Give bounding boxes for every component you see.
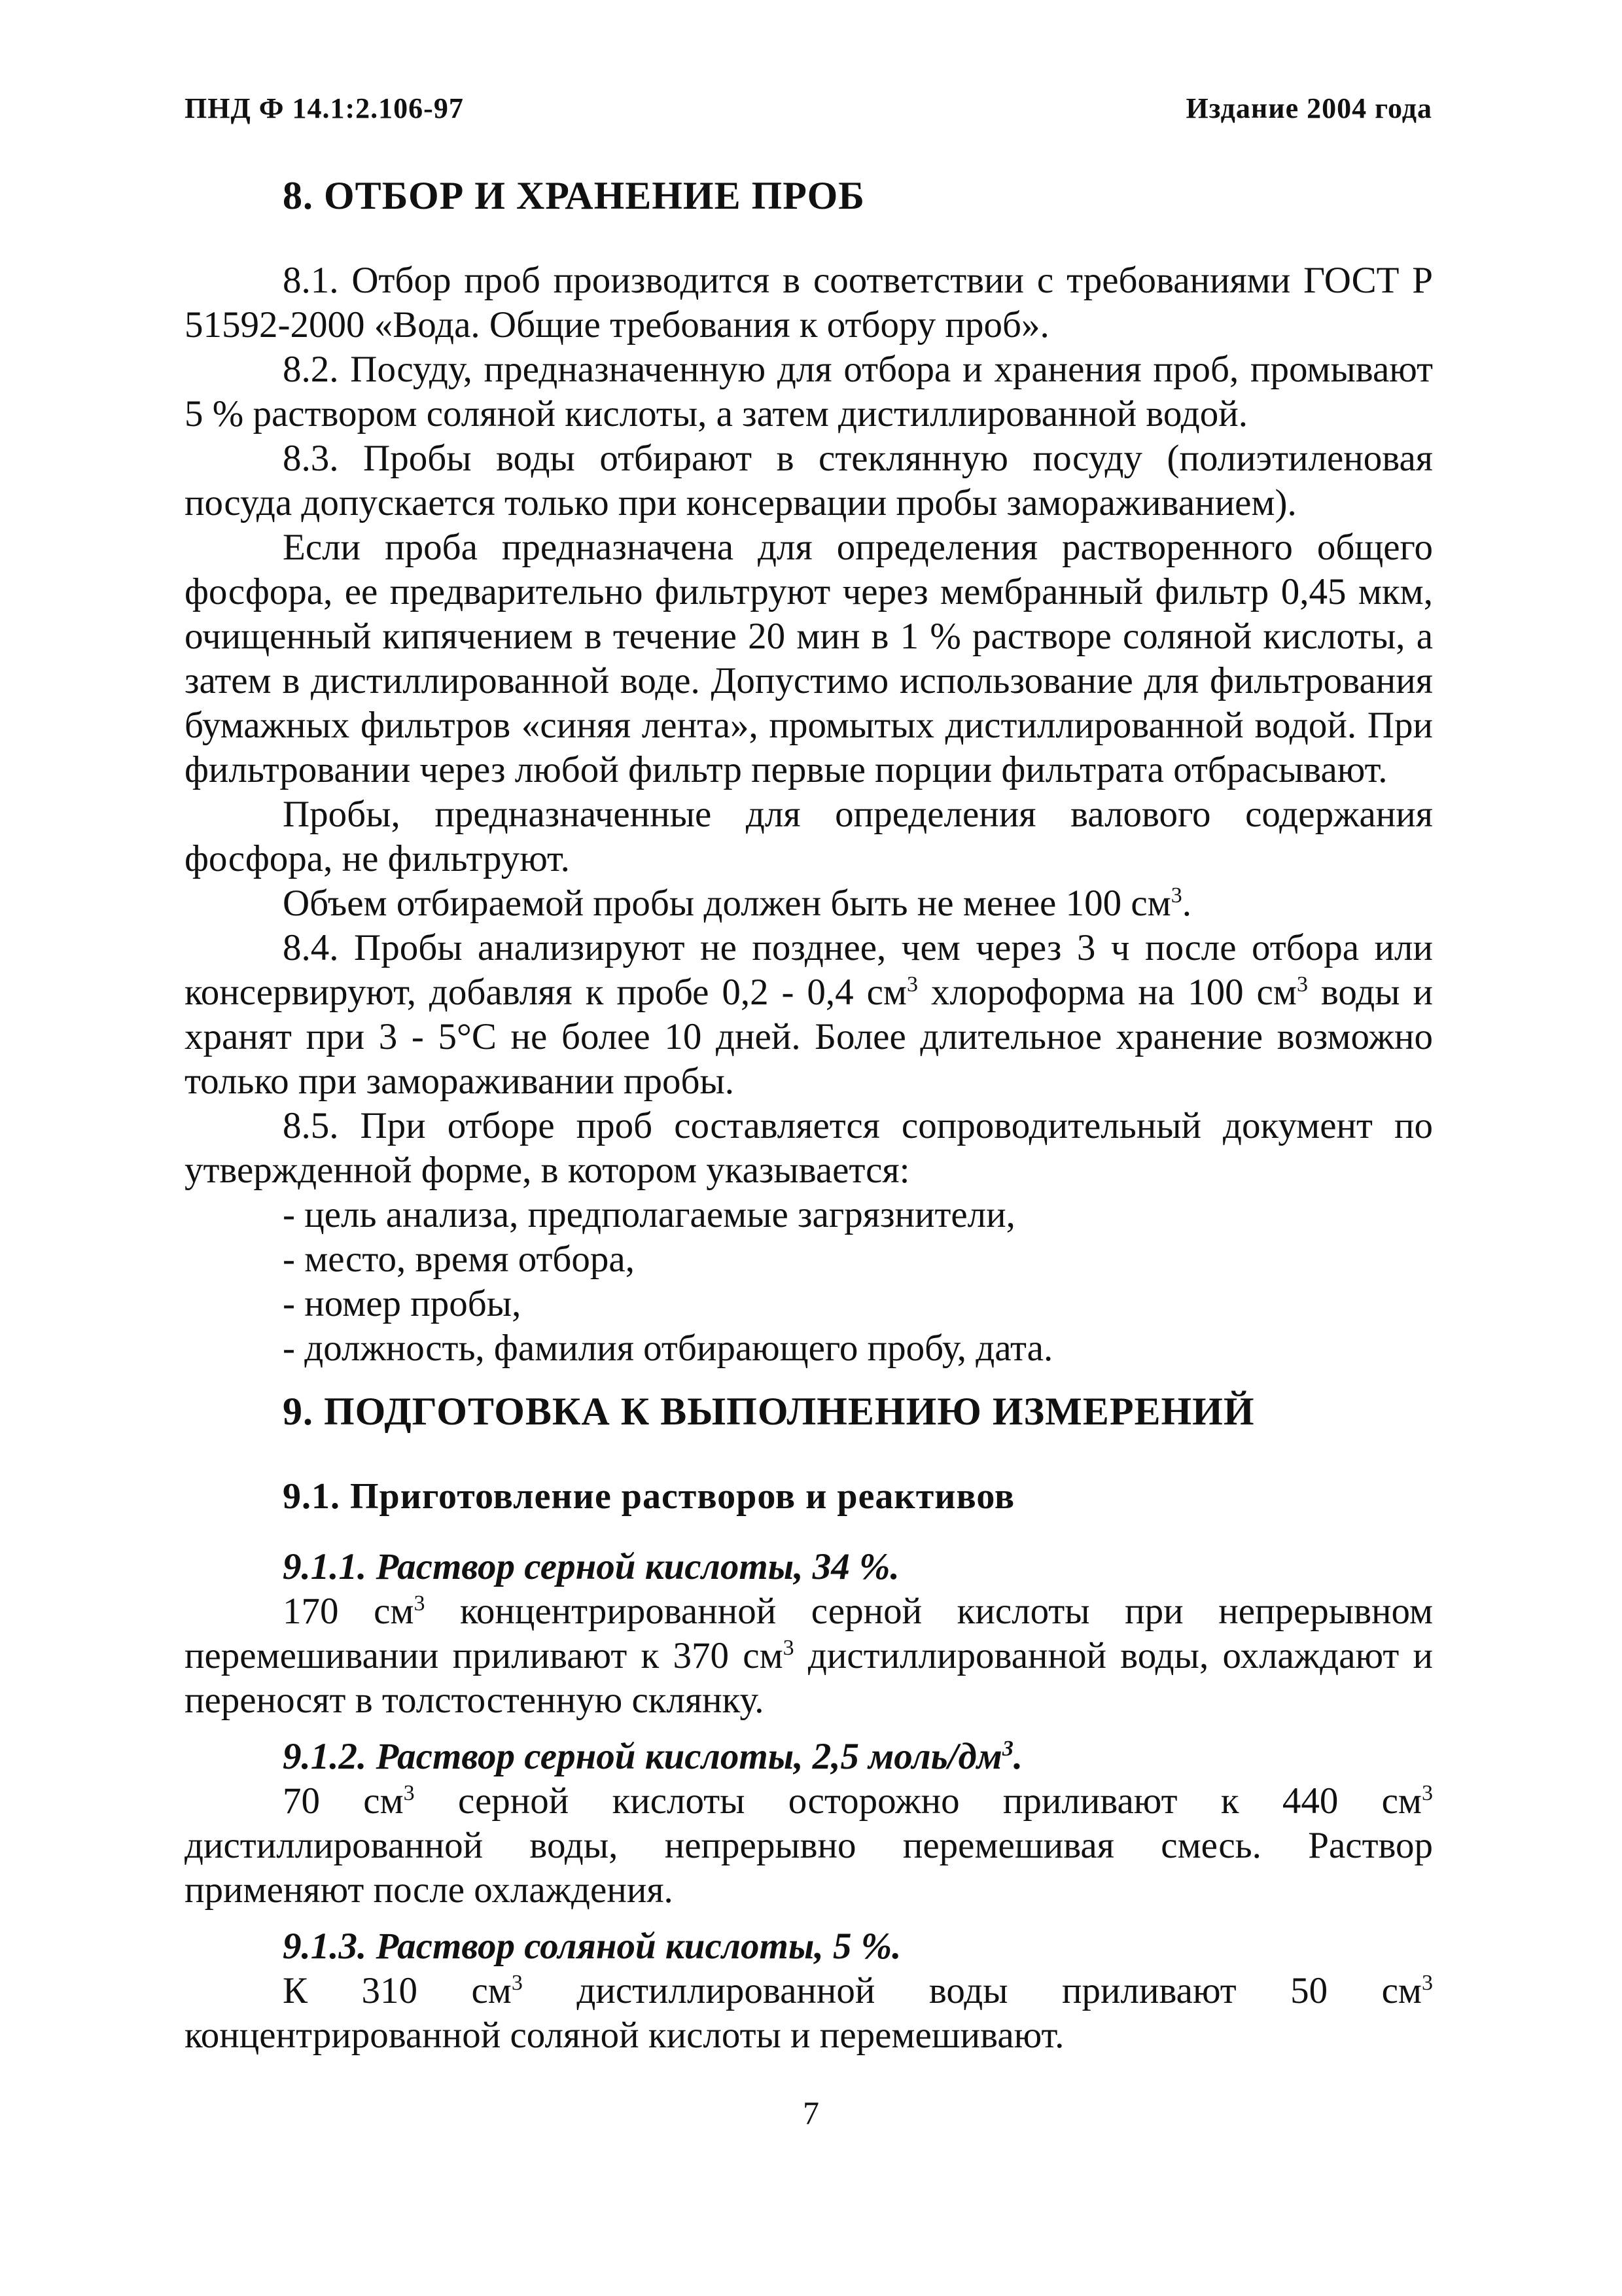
page-number: 7 <box>803 2094 819 2131</box>
text-fragment: хлороформа на 100 см <box>918 972 1297 1013</box>
spacer <box>185 1371 1433 1389</box>
text-fragment: серной кислоты осторожно приливают к 440 см <box>414 1780 1422 1822</box>
text-fragment: К 310 см <box>283 1970 512 2011</box>
list-item: - должность, фамилия отбирающего пробу, дата. <box>283 1328 1053 1369</box>
paragraph-sample-volume <box>185 881 1433 926</box>
period: . <box>1013 1736 1023 1777</box>
paragraph-8-1: 8.1. Отбор проб производится в соответствии с требованиями ГОСТ Р 51592-2000 «Вода. Общие требования к отбору проб». <box>185 260 1433 345</box>
subsection-9-1-title: 9.1. Приготовление растворов и реактивов <box>283 1476 1015 1517</box>
paragraph-total-content: Пробы, предназначенные для определения валового содержания фосфора, не фильтруют. <box>185 794 1433 879</box>
list-item: - номер пробы, <box>283 1283 521 1324</box>
paragraph-8-5: 8.5. При отборе проб составляется сопроводительный документ по утвержденной форме, в котором указывается: <box>185 1105 1433 1191</box>
section-8-title: 8. ОТБОР И ХРАНЕНИЕ ПРОБ <box>283 174 865 217</box>
superscript: 3 <box>414 1591 425 1616</box>
text-fragment: 9.1.2. Раствор серной кислоты, 2,5 моль/дм <box>283 1736 1002 1777</box>
text-fragment: концентрированной серной кислоты при непрерывном перемешивании приливают к 370 см <box>185 1591 1434 1676</box>
superscript: 3 <box>403 1781 415 1805</box>
paragraph-8-2: 8.2. Посуду, предназначенную для отбора и хранения проб, промывают 5 % раствором соляной кислоты, а затем дистиллированной водой. <box>185 349 1433 434</box>
text-fragment: дистиллированной воды приливают 50 см <box>522 1970 1422 2011</box>
superscript: 3 <box>1422 1781 1433 1805</box>
superscript: 3 <box>907 972 918 997</box>
section-9-title: 9. ПОДГОТОВКА К ВЫПОЛНЕНИЮ ИЗМЕРЕНИЙ <box>283 1390 1255 1433</box>
list-item: - цель анализа, предполагаемые загрязнители, <box>283 1194 1015 1235</box>
paragraph-9-1-1 <box>185 1589 1433 1723</box>
superscript: 3 <box>1171 883 1182 908</box>
superscript: 3 <box>1422 1971 1434 1995</box>
text-fragment: 8.4. Пробы анализируют не позднее, чем через 3 ч после отбора или консервируют, добавляя к пробе 0,2 - 0,4 см <box>185 927 1433 1013</box>
superscript: 3 <box>511 1971 523 1995</box>
paragraph-8-3: 8.3. Пробы воды отбирают в стеклянную посуду (полиэтиленовая посуда допускается только при консервации пробы замораживанием). <box>185 438 1433 523</box>
period: . <box>1182 883 1191 924</box>
text-fragment: дистиллированной воды, непрерывно перемешивая смесь. Раствор применяют после охлаждения. <box>185 1825 1433 1911</box>
subsection-9-1-2-title <box>185 1735 1433 1779</box>
subsection-9-1-1-title: 9.1.1. Раствор серной кислоты, 34 %. <box>283 1546 900 1587</box>
text-fragment: дистиллированной воды, охлаждают и переносят в толстостенную склянку. <box>185 1635 1434 1721</box>
subsection-9-1-3-title: 9.1.3. Раствор соляной кислоты, 5 %. <box>283 1926 902 1967</box>
paragraph-9-1-3 <box>185 1969 1433 2058</box>
text-fragment: воды и хранят при 3 - 5°С не более 10 дней. Более длительное хранение возможно только при замораживании пробы. <box>185 972 1434 1102</box>
superscript: 3 <box>1002 1737 1014 1761</box>
text-fragment: 70 см <box>283 1780 404 1822</box>
superscript: 3 <box>1296 972 1308 997</box>
paragraph-9-1-2 <box>185 1779 1433 1913</box>
paragraph-8-4 <box>185 926 1433 1104</box>
list-item: - место, время отбора, <box>283 1239 635 1280</box>
page-body <box>185 173 1433 2058</box>
sample-volume-text: Объем отбираемой пробы должен быть не менее 100 см <box>283 883 1171 924</box>
paragraph-filtering: Если проба предназначена для определения растворенного общего фосфора, ее предварительно фильтруют через мембранный фильтр 0,45 мкм, очищенный кипячением в течение 20 мин в 1 % растворе соляной кислоты, а затем в дистиллированной воде. Допустимо использование для фильтрования бумажных фильтров «синяя лента», промытых дистиллированной водой. При фильтровании через любой фильтр первые порции фильтрата отбрасывают. <box>185 527 1433 790</box>
superscript: 3 <box>783 1636 794 1660</box>
edition-label: Издание 2004 года <box>1186 92 1432 124</box>
document-code: ПНД Ф 14.1:2.106-97 <box>185 92 464 124</box>
text-fragment: концентрированной соляной кислоты и перемешивают. <box>185 2015 1065 2056</box>
text-fragment: 170 см <box>283 1591 414 1632</box>
